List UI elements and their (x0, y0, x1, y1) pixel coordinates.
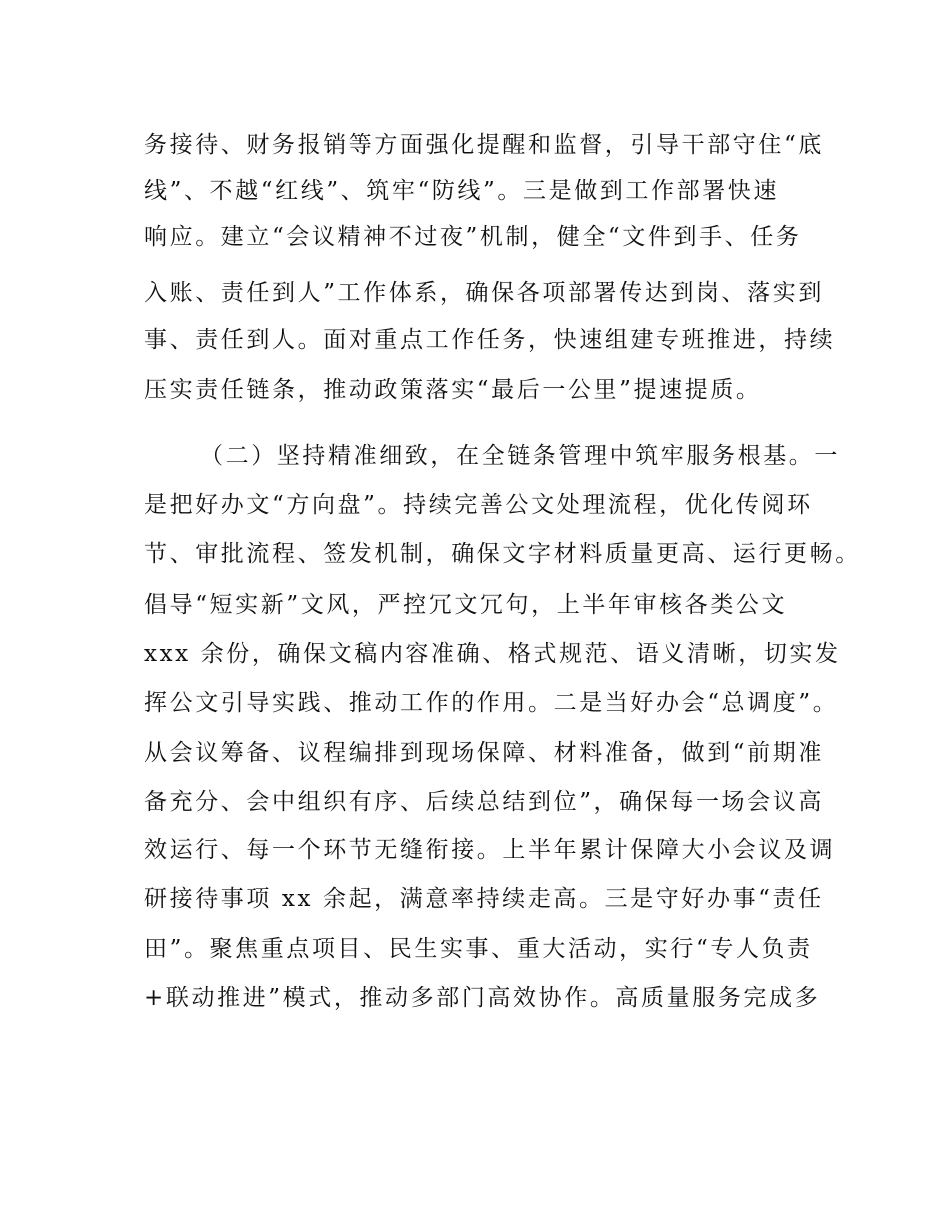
text-line: 从会议筹备、议程编排到现场保障、材料准备，做到“前期准 (144, 740, 824, 766)
text-line: 节、审批流程、签发机制，确保文字材料质量更高、运行更畅。 (144, 541, 861, 567)
text-line: 务接待、财务报销等方面强化提醒和监督，引导干部守住“底 (144, 132, 824, 158)
text-line: 研接待事项 xx 余起，满意率持续走高。三是守好办事“责任 (144, 886, 824, 912)
text-line: xxx 余份，确保文稿内容准确、格式规范、语义清晰，切实发 (144, 641, 841, 667)
text-line: +联动推进”模式，推动多部门高效协作。高质量服务完成多 (144, 985, 821, 1011)
text-line: 是把好办文“方向盘”。持续完善公文处理流程，优化传阅环 (144, 492, 813, 518)
text-line: 倡导“短实新”文风，严控冗文冗句，上半年审核各类公文 (144, 592, 788, 618)
text-line: 入账、责任到人”工作体系，确保各项部署传达到岗、落实到 (144, 280, 824, 306)
text-line: 效运行、每一个环节无缝衔接。上半年累计保障大小会议及调 (144, 837, 836, 863)
text-line: 事、责任到人。面对重点工作任务，快速组建专班推进，持续 (144, 327, 836, 353)
text-line: 线”、不越“红线”、筑牢“防线”。三是做到工作部署快速 (144, 178, 779, 204)
text-line: 响应。建立“会议精神不过夜”机制，健全“文件到手、任务 (144, 224, 802, 250)
text-line: 压实责任链条，推动政策落实“最后一公里”提速提质。 (144, 377, 762, 403)
text-line: 挥公文引导实践、推动工作的作用。二是当好办会“总调度”。 (144, 690, 839, 716)
text-line: （二）坚持精准细致，在全链条管理中筑牢服务根基。一 (200, 443, 840, 469)
text-line: 备充分、会中组织有序、后续总结到位”，确保每一场会议高 (144, 789, 824, 815)
text-line: 田”。聚焦重点项目、民生实事、重大活动，实行“专人负责 (144, 936, 813, 962)
